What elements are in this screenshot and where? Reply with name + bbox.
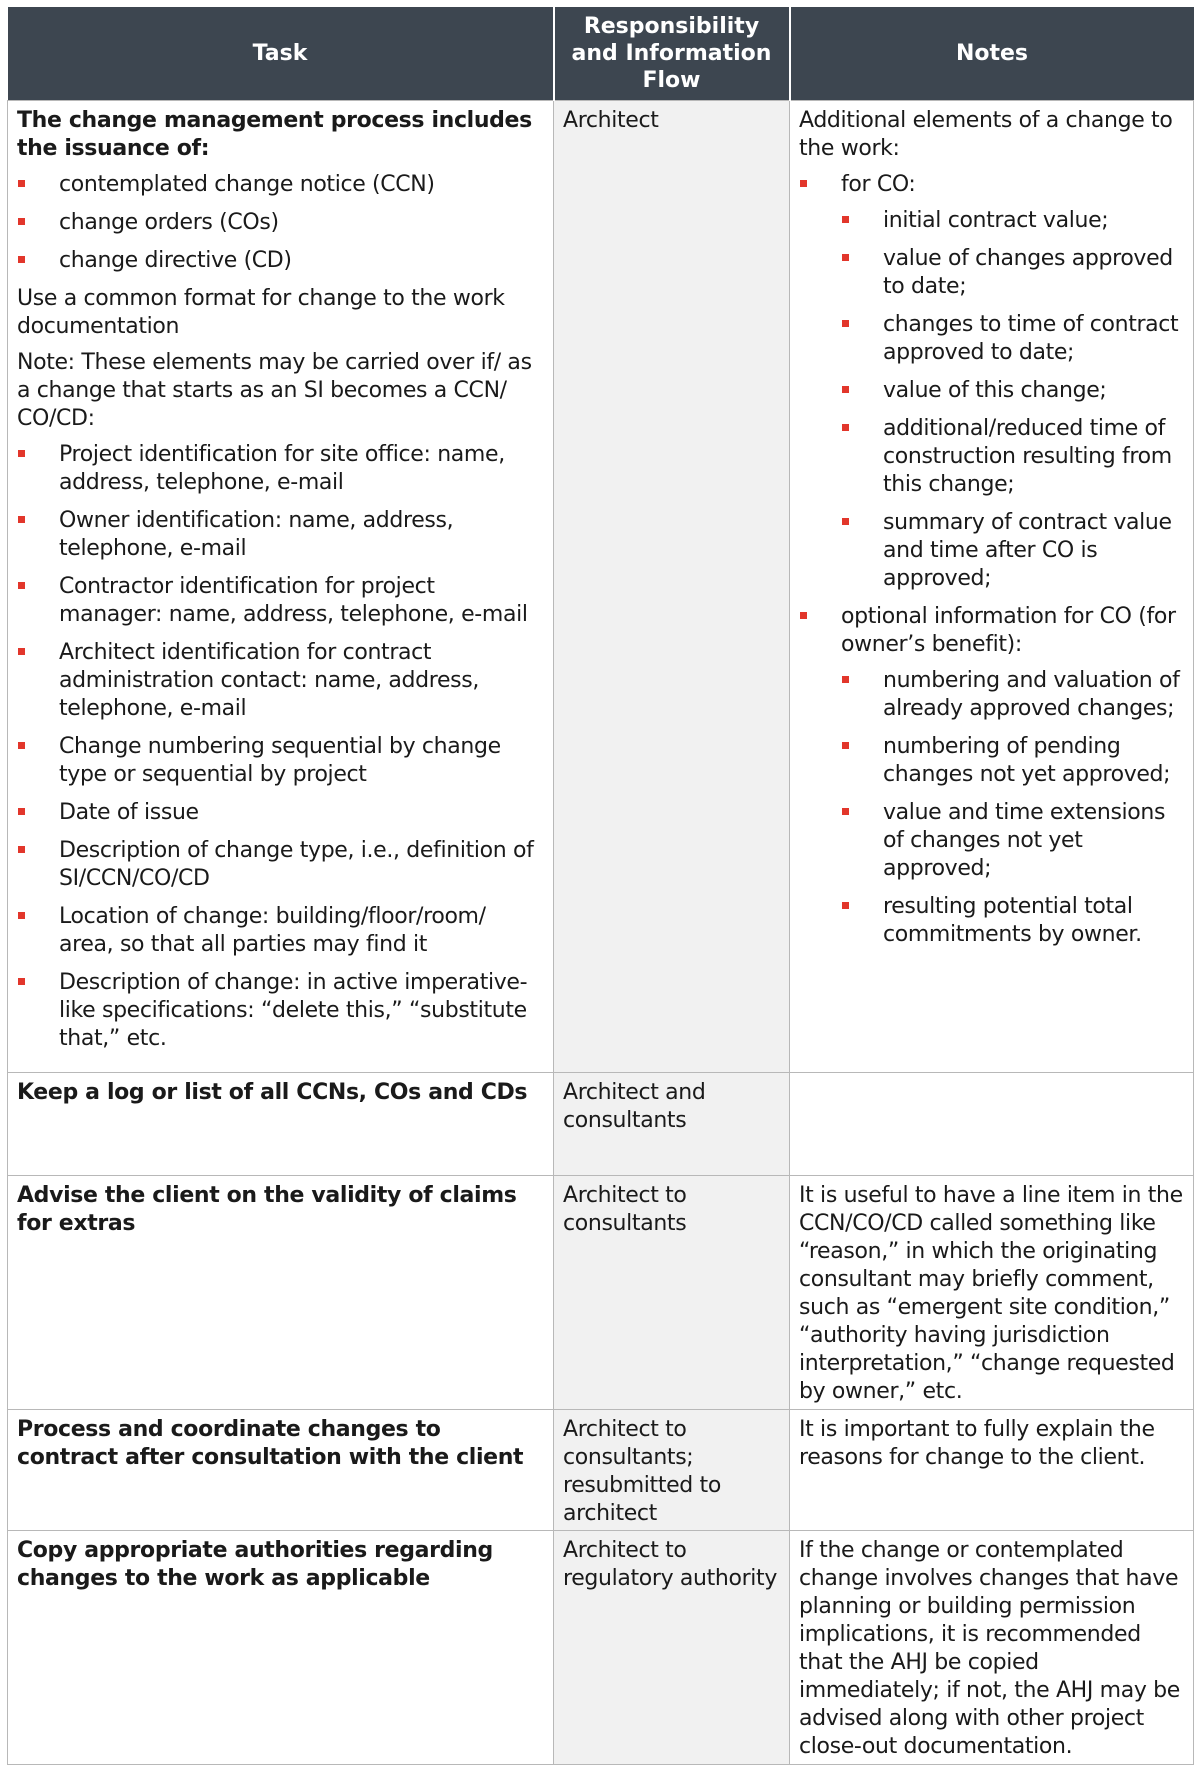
list-item: numbering and valuation of already approved changes; bbox=[841, 667, 1184, 723]
list-item: value and time extensions of changes not yet approved; bbox=[841, 799, 1184, 883]
list-item: change orders (COs) bbox=[17, 209, 544, 237]
notes-cell: If the change or contemplated change involves changes that have planning or building permission implications, it is recommended that the AHJ be copied immediately; if not, the AHJ may be advised along with other project close-out documentation. bbox=[790, 1530, 1194, 1764]
list-item: value of this change; bbox=[841, 377, 1184, 405]
table-row bbox=[8, 1175, 1194, 1409]
header-task: Task bbox=[8, 7, 554, 100]
task-title: The change management process includes the issuance of: bbox=[17, 107, 532, 161]
list-item: Description of change type, i.e., definition of SI/CCN/CO/CD bbox=[17, 837, 544, 893]
notes-list bbox=[799, 171, 1184, 949]
optional-label: optional information for CO (for owner’s benefit): bbox=[841, 603, 1176, 657]
list-item: value of changes approved to date; bbox=[841, 245, 1184, 301]
list-item: initial contract value; bbox=[841, 207, 1184, 235]
notes-cell bbox=[790, 100, 1194, 1072]
list-item: summary of contract value and time after CO is approved; bbox=[841, 509, 1184, 593]
list-item: Location of change: building/floor/room/ area, so that all parties may find it bbox=[17, 903, 544, 959]
notes-intro: Additional elements of a change to the work: bbox=[799, 107, 1173, 161]
table-row bbox=[8, 1530, 1194, 1764]
responsibility-cell: Architect and consultants bbox=[554, 1072, 790, 1175]
list-item: resulting potential total commitments by owner. bbox=[841, 893, 1184, 949]
elements-list bbox=[17, 441, 544, 1053]
responsibility-cell: Architect to consultants; resubmitted to architect bbox=[554, 1409, 790, 1530]
list-item: changes to time of contract approved to date; bbox=[841, 311, 1184, 367]
list-item: Date of issue bbox=[17, 799, 544, 827]
table-row bbox=[8, 1072, 1194, 1175]
list-item: change directive (CD) bbox=[17, 247, 544, 275]
change-management-table bbox=[7, 7, 1194, 1765]
notes-cell bbox=[790, 1072, 1194, 1175]
list-item: additional/reduced time of construction resulting from this change; bbox=[841, 415, 1184, 499]
list-item: Description of change: in active imperative-like specifications: “delete this,” “substitute that,” etc. bbox=[17, 969, 544, 1053]
optional-sublist bbox=[841, 667, 1184, 949]
task-cell bbox=[8, 100, 554, 1072]
list-item: contemplated change notice (CCN) bbox=[17, 171, 544, 199]
header-responsibility: Responsibility and Information Flow bbox=[554, 7, 790, 100]
table-row bbox=[8, 100, 1194, 1072]
task-cell: Advise the client on the validity of claims for extras bbox=[8, 1175, 554, 1409]
list-item: Change numbering sequential by change type or sequential by project bbox=[17, 733, 544, 789]
task-cell: Copy appropriate authorities regarding changes to the work as applicable bbox=[8, 1530, 554, 1764]
task-paragraph: Use a common format for change to the work documentation bbox=[17, 285, 505, 339]
task-cell: Keep a log or list of all CCNs, COs and CDs bbox=[8, 1072, 554, 1175]
issuance-list bbox=[17, 171, 544, 275]
responsibility-cell: Architect to consultants bbox=[554, 1175, 790, 1409]
responsibility-cell: Architect to regulatory authority bbox=[554, 1530, 790, 1764]
list-item: numbering of pending changes not yet approved; bbox=[841, 733, 1184, 789]
task-cell: Process and coordinate changes to contract after consultation with the client bbox=[8, 1409, 554, 1530]
list-item: Contractor identification for project manager: name, address, telephone, e-mail bbox=[17, 573, 544, 629]
responsibility-cell: Architect bbox=[554, 100, 790, 1072]
table-row bbox=[8, 1409, 1194, 1530]
list-item: Owner identification: name, address, telephone, e-mail bbox=[17, 507, 544, 563]
list-item: Project identification for site office: name, address, telephone, e-mail bbox=[17, 441, 544, 497]
co-sublist bbox=[841, 207, 1184, 593]
co-label: for CO: bbox=[841, 171, 916, 197]
list-item bbox=[799, 603, 1184, 949]
header-row bbox=[8, 7, 1194, 100]
list-item: Architect identification for contract administration contact: name, address, telephone, e-mail bbox=[17, 639, 544, 723]
task-note: Note: These elements may be carried over if/ as a change that starts as an SI becomes a CCN/ CO/CD: bbox=[17, 349, 532, 431]
notes-cell: It is important to fully explain the reasons for change to the client. bbox=[790, 1409, 1194, 1530]
notes-cell: It is useful to have a line item in the CCN/CO/CD called something like “reason,” in which the originating consultant may briefly comment, such as “emergent site condition,” “authority having jurisdiction interpretation,” “change requested by owner,” etc. bbox=[790, 1175, 1194, 1409]
list-item bbox=[799, 171, 1184, 593]
header-notes: Notes bbox=[790, 7, 1194, 100]
